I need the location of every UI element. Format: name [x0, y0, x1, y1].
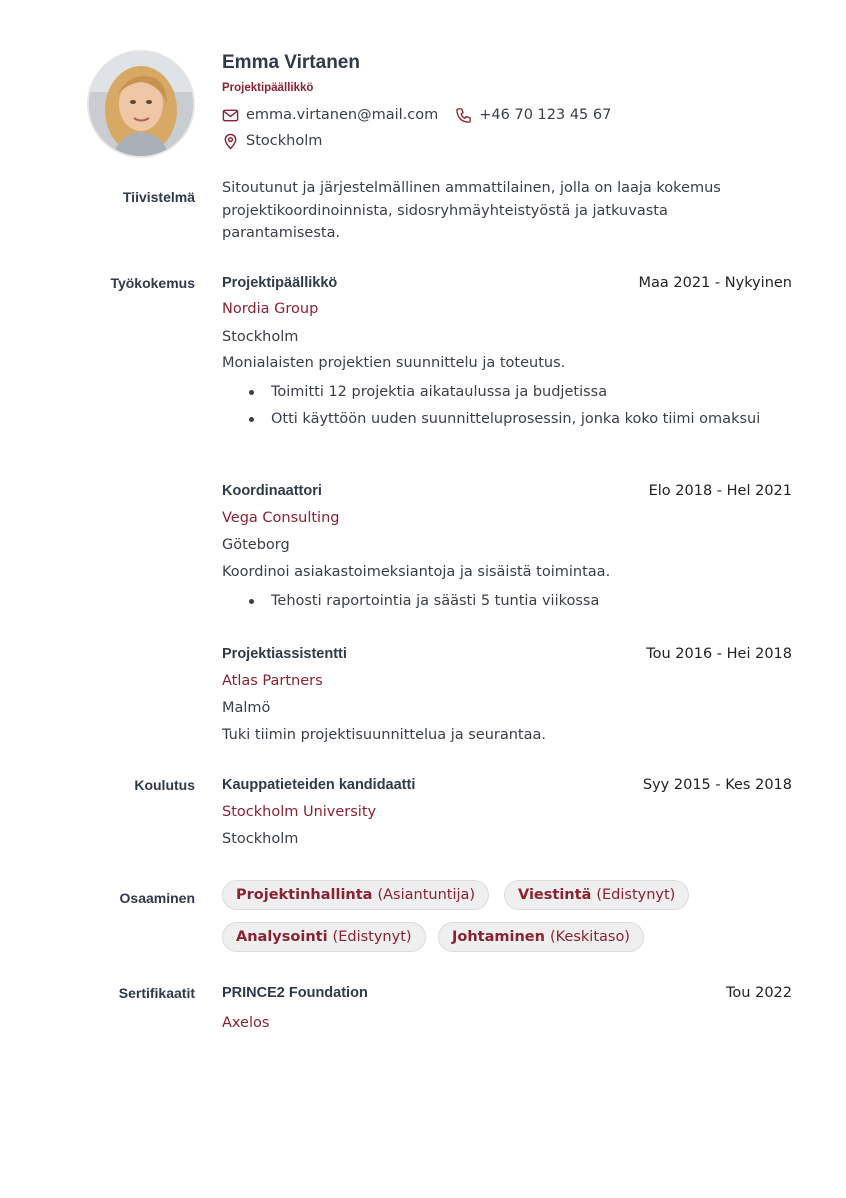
- location-text: Stockholm: [246, 133, 323, 149]
- job-dates-3: Tou 2016 - Hei 2018: [646, 646, 792, 662]
- job-company-1: Nordia Group: [222, 301, 319, 317]
- job-dates-1: Maa 2021 - Nykyinen: [638, 275, 792, 291]
- job-dates-2: Elo 2018 - Hel 2021: [648, 483, 792, 499]
- school-city: Stockholm: [222, 831, 299, 847]
- list-item: Otti käyttöön uuden suunnitteluprosessin, jonka koko tiimi omaksui: [248, 408, 768, 431]
- phone-icon: [455, 106, 473, 124]
- certificate-name: PRINCE2 Foundation: [222, 985, 368, 1001]
- job-description-1: Monialaisten projektien suunnittelu ja toteutus.: [222, 355, 566, 371]
- skill-chip: [504, 880, 689, 910]
- skill-name: Viestintä: [518, 887, 592, 903]
- skill-level: (Keskitaso): [549, 929, 630, 945]
- job-title-2: Koordinaattori: [222, 483, 322, 499]
- school-name: Stockholm University: [222, 804, 377, 820]
- section-label-summary: Tiivistelmä: [122, 189, 195, 205]
- skill-level: (Asiantuntija): [377, 887, 476, 903]
- job-bullets-2: [248, 590, 768, 617]
- skill-name: Johtaminen: [452, 929, 545, 945]
- section-label-experience: Työkokemus: [110, 275, 195, 291]
- skill-chip: [222, 922, 426, 952]
- location-pin-icon: [222, 132, 240, 150]
- phone-text[interactable]: +46 70 123 45 67: [479, 107, 612, 123]
- skill-name: Projektinhallinta: [236, 887, 373, 903]
- job-description-2: Koordinoi asiakastoimeksiantoja ja sisäistä toimintaa.: [222, 564, 611, 580]
- job-title-3: Projektiassistentti: [222, 646, 347, 662]
- job-title-1: Projektipäällikkö: [222, 275, 338, 291]
- list-item: Tehosti raportointia ja säästi 5 tuntia viikossa: [248, 590, 768, 613]
- section-label-education: Koulutus: [134, 777, 195, 793]
- job-city-1: Stockholm: [222, 329, 299, 345]
- section-label-certificates: Sertifikaatit: [118, 985, 195, 1001]
- location-row: [222, 132, 322, 150]
- job-city-3: Malmö: [222, 700, 271, 716]
- certificate-issuer: Axelos: [222, 1015, 270, 1031]
- education-dates: Syy 2015 - Kes 2018: [642, 777, 792, 793]
- contact-row: [222, 106, 611, 124]
- email-text[interactable]: emma.virtanen@mail.com: [246, 107, 439, 123]
- candidate-name: Emma Virtanen: [222, 52, 360, 73]
- skill-name: Analysointi: [236, 929, 328, 945]
- job-company-3: Atlas Partners: [222, 673, 323, 689]
- skill-chip: [438, 922, 644, 952]
- certificate-date: Tou 2022: [726, 985, 792, 1001]
- list-item: Toimitti 12 projektia aikataulussa ja budjetissa: [248, 381, 768, 404]
- degree-title: Kauppatieteiden kandidaatti: [222, 777, 416, 793]
- summary-text: Sitoutunut ja järjestelmällinen ammattilainen, jolla on laaja kokemus projektikoordinoinnista, sidosryhmäyhteistyöstä ja jatkuvasta parantamisesta.: [222, 180, 721, 241]
- skill-level: (Edistynyt): [332, 929, 412, 945]
- avatar: [89, 52, 193, 156]
- job-city-2: Göteborg: [222, 537, 290, 553]
- mail-icon: [222, 106, 240, 124]
- job-company-2: Vega Consulting: [222, 510, 340, 526]
- job-title: Projektipäällikkö: [222, 82, 314, 94]
- section-label-skills: Osaaminen: [119, 890, 195, 906]
- skill-chip: [222, 880, 489, 910]
- job-bullets-1: [248, 381, 768, 434]
- skill-level: (Edistynyt): [596, 887, 676, 903]
- job-description-3: Tuki tiimin projektisuunnittelua ja seurantaa.: [222, 727, 546, 743]
